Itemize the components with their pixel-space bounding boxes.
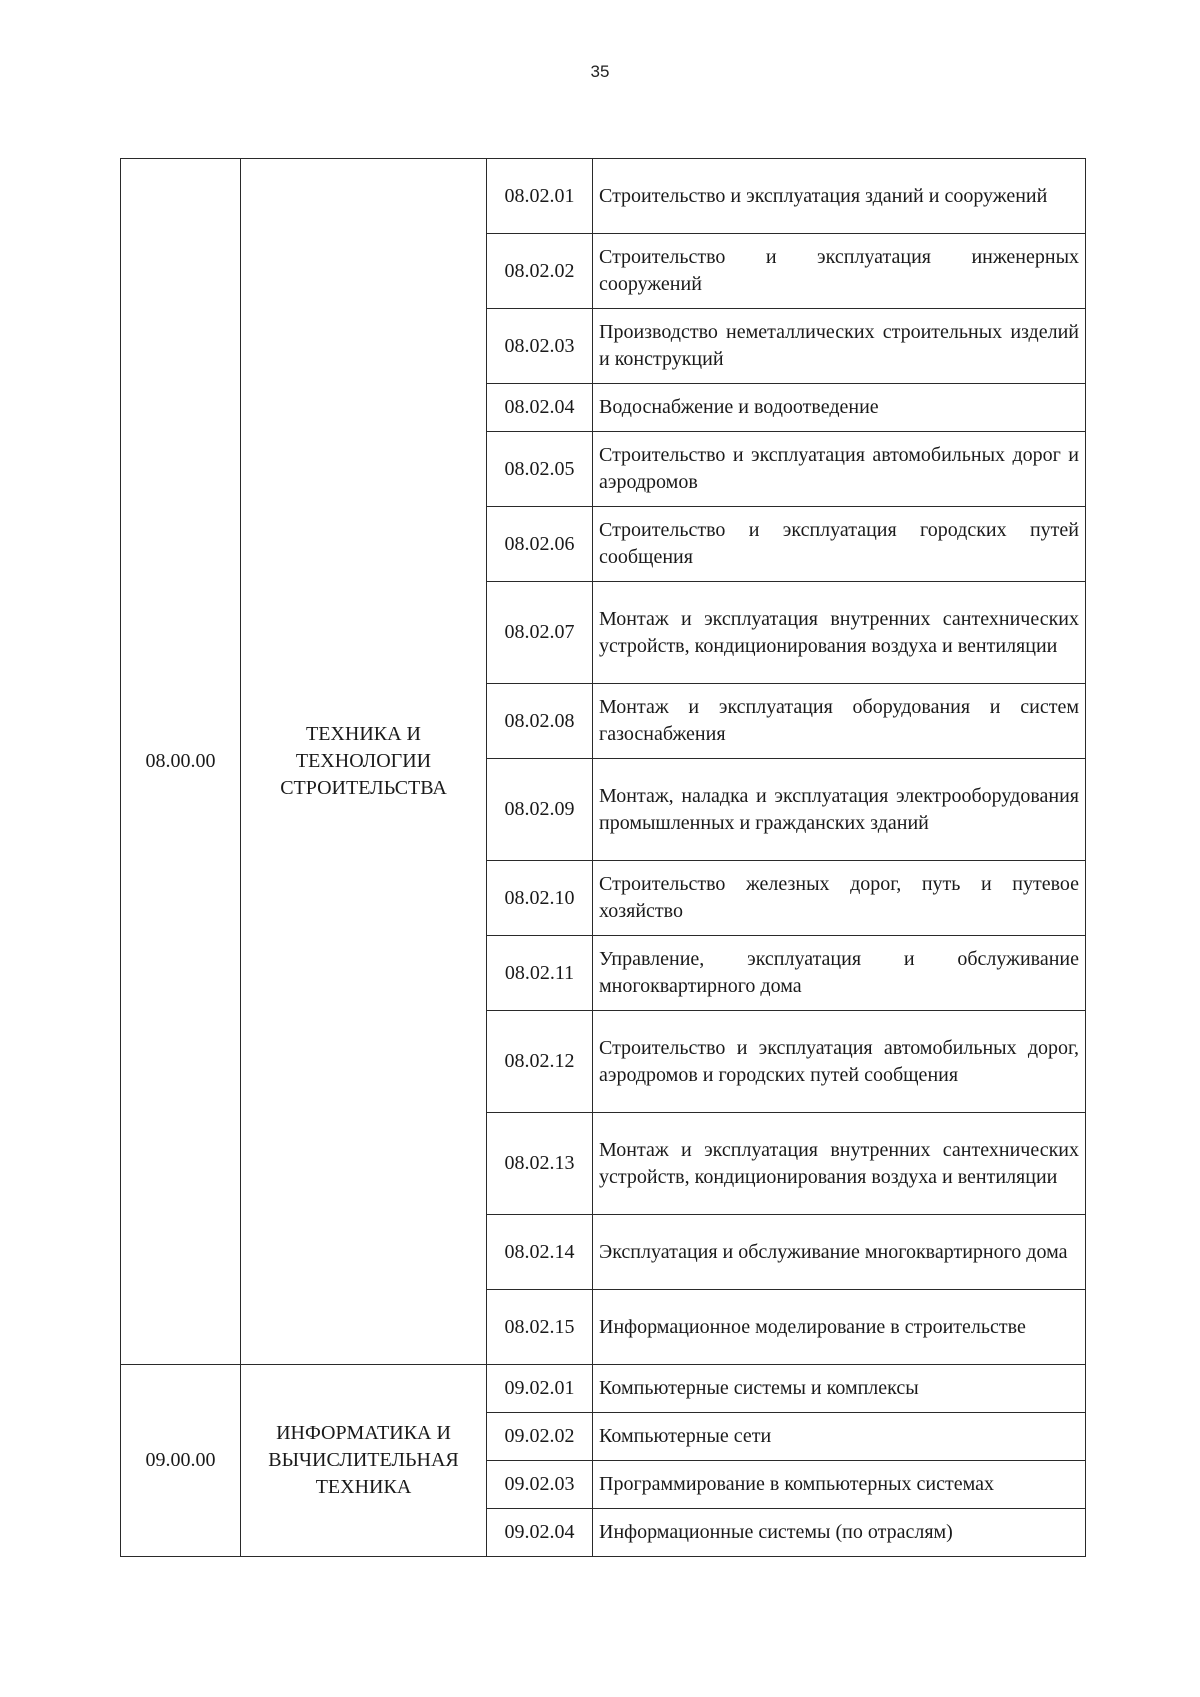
table-body [121,159,1086,1557]
specialty-code-cell: 08.02.15 [487,1290,593,1365]
specialty-code-cell: 08.02.11 [487,936,593,1011]
specialty-code-cell: 09.02.03 [487,1461,593,1509]
specialty-code-cell: 08.02.02 [487,234,593,309]
specialties-table [120,158,1086,1557]
specialty-name-cell: Водоснабжение и водоотведение [593,384,1086,432]
specialty-name-cell: Строительство и эксплуатация зданий и сооружений [593,159,1086,234]
specialty-code-cell: 08.02.07 [487,582,593,684]
specialty-name-cell: Строительство и эксплуатация городских путей сообщения [593,507,1086,582]
group-name-line: СТРОИТЕЛЬСТВА [280,777,447,799]
specialty-name-cell: Управление, эксплуатация и обслуживание многоквартирного дома [593,936,1086,1011]
specialty-name-cell: Информационное моделирование в строительстве [593,1290,1086,1365]
specialty-code-cell: 08.02.04 [487,384,593,432]
specialty-code-cell: 08.02.08 [487,684,593,759]
group-name-cell [241,159,487,1365]
specialty-name-cell: Программирование в компьютерных системах [593,1461,1086,1509]
specialty-name-cell: Компьютерные сети [593,1413,1086,1461]
specialty-name-cell: Монтаж и эксплуатация внутренних сантехнических устройств, кондиционирования воздуха и вентиляции [593,582,1086,684]
page-number: 35 [590,62,610,81]
specialty-code-cell: 08.02.12 [487,1011,593,1113]
specialty-code-cell: 08.02.05 [487,432,593,507]
group-name-line: ТЕХНИКА И [306,723,421,745]
table-row [121,159,1086,234]
specialty-code-cell: 08.02.06 [487,507,593,582]
specialty-code-cell: 08.02.14 [487,1215,593,1290]
group-name-line: ТЕХНОЛОГИИ [295,750,432,772]
specialty-name-cell: Компьютерные системы и комплексы [593,1365,1086,1413]
specialty-name-cell: Эксплуатация и обслуживание многоквартирного дома [593,1215,1086,1290]
specialty-code-cell: 08.02.01 [487,159,593,234]
specialty-code-cell: 08.02.10 [487,861,593,936]
group-name-line: ТЕХНИКА [315,1476,412,1498]
group-code-cell: 08.00.00 [121,159,241,1365]
specialty-name-cell: Производство неметаллических строительных изделий и конструкций [593,309,1086,384]
specialty-code-cell: 09.02.04 [487,1509,593,1557]
specialty-code-cell: 09.02.01 [487,1365,593,1413]
specialty-code-cell: 08.02.09 [487,759,593,861]
table-row [121,1365,1086,1413]
group-name-line: ИНФОРМАТИКА И [276,1422,451,1444]
specialty-name-cell: Строительство железных дорог, путь и путевое хозяйство [593,861,1086,936]
group-name-cell [241,1365,487,1557]
group-name-line: ВЫЧИСЛИТЕЛЬНАЯ [268,1449,459,1471]
specialty-code-cell: 09.02.02 [487,1413,593,1461]
specialty-code-cell: 08.02.03 [487,309,593,384]
specialty-name-cell: Монтаж, наладка и эксплуатация электрооборудования промышленных и гражданских зданий [593,759,1086,861]
specialty-code-cell: 08.02.13 [487,1113,593,1215]
specialty-name-cell: Строительство и эксплуатация инженерных сооружений [593,234,1086,309]
group-code-cell: 09.00.00 [121,1365,241,1557]
specialty-name-cell: Информационные системы (по отраслям) [593,1509,1086,1557]
specialty-name-cell: Строительство и эксплуатация автомобильных дорог и аэродромов [593,432,1086,507]
specialty-name-cell: Монтаж и эксплуатация оборудования и систем газоснабжения [593,684,1086,759]
specialty-name-cell: Строительство и эксплуатация автомобильных дорог, аэродромов и городских путей сообщения [593,1011,1086,1113]
specialty-name-cell: Монтаж и эксплуатация внутренних сантехнических устройств, кондиционирования воздуха и вентиляции [593,1113,1086,1215]
